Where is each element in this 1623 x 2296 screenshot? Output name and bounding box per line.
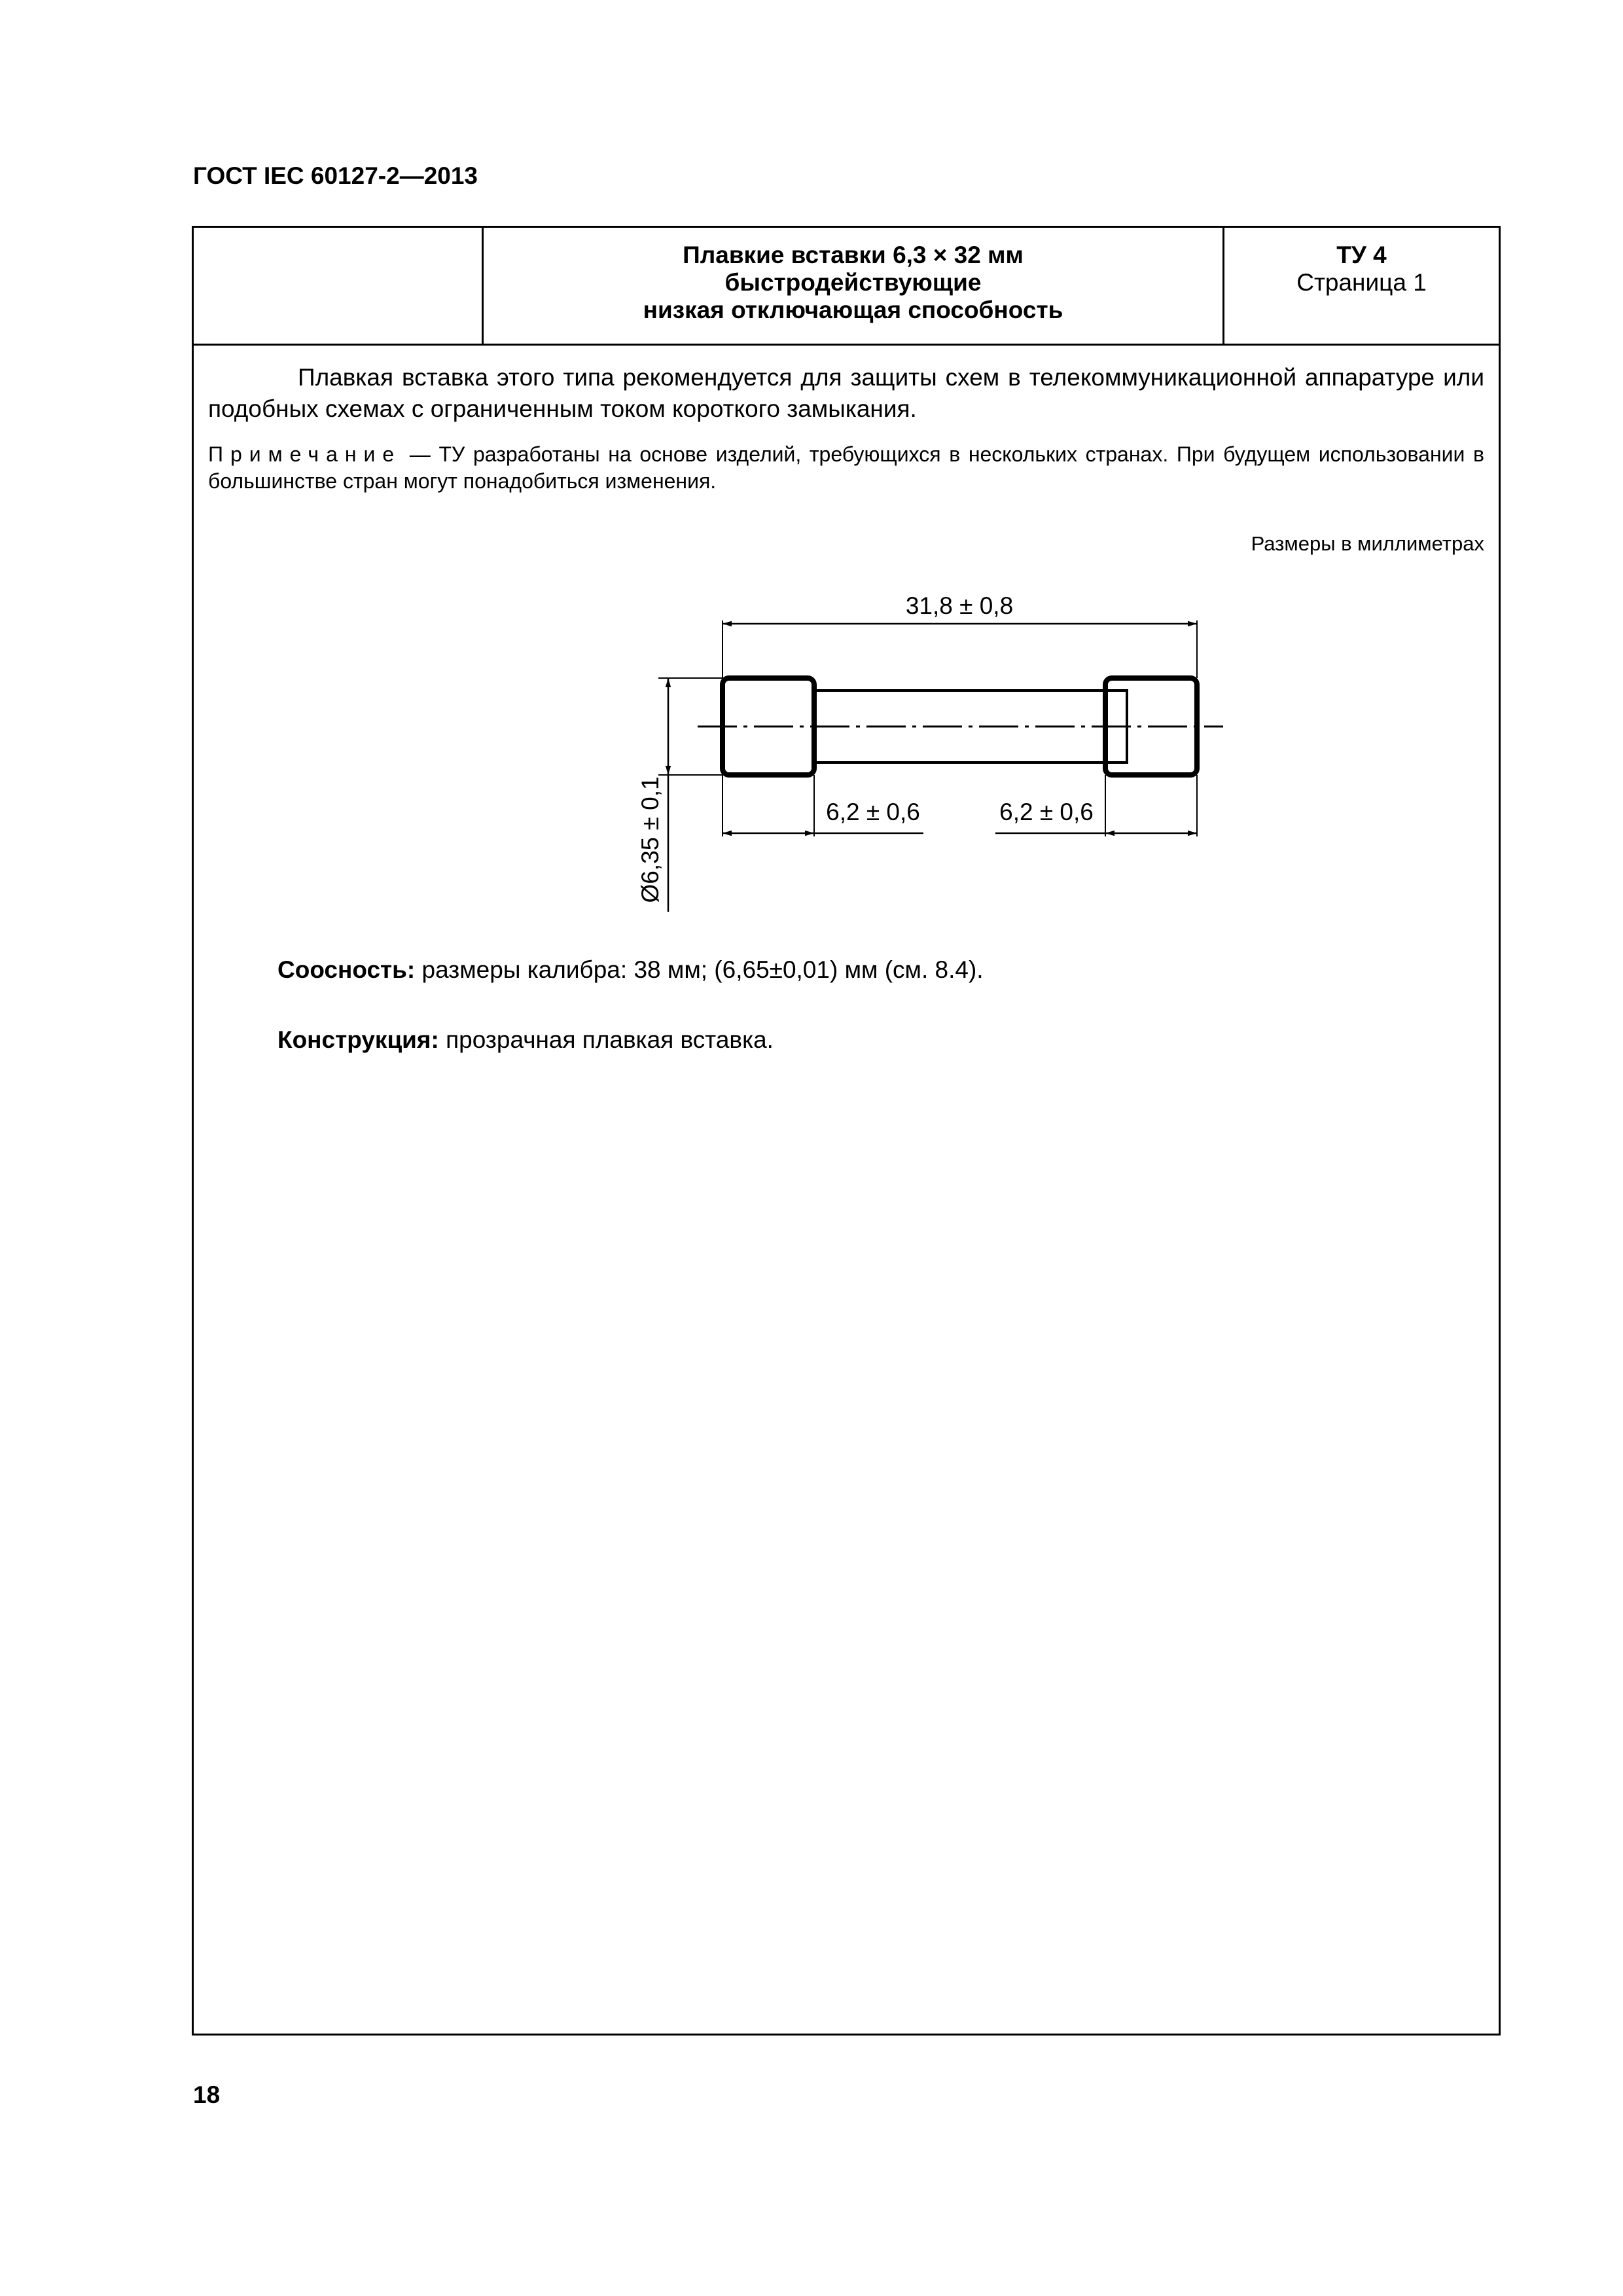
title-line-2: быстродействующие [724,269,982,296]
intro-paragraph: Плавкая вставка этого типа рекомендуется для защиты схем в телекоммуникационной аппаратуре или подобных схемах с ограниченным током короткого замыкания. [208,364,1484,422]
construction-paragraph [277,1026,774,1054]
fuse-body [698,678,1223,775]
document-code: ГОСТ IEC 60127-2—2013 [193,162,478,189]
construction-text: прозрачная плавкая вставка. [438,1026,774,1053]
left-cap-length-label: 6,2 ± 0,6 [826,798,920,825]
dimension-lines [658,620,1197,912]
fuse-drawing [194,228,1503,948]
sheet-page: Страница 1 [1296,269,1427,296]
units-caption: Размеры в миллиметрах [1251,532,1484,555]
construction-label: Конструкция: [277,1026,439,1053]
note-label: Примечание [208,442,402,466]
spec-sheet-frame [192,226,1501,2036]
diameter-label: Ø6,35 ± 0,1 [637,776,664,903]
page-number: 18 [193,2081,221,2108]
alignment-text: размеры калибра: 38 мм; (6,65±0,01) мм (см. 8.4). [415,956,984,983]
note-text: — ТУ разработаны на основе изделий, требующихся в нескольких странах. При будущем использовании в большинстве стран могут понадобиться изменения. [208,442,1484,493]
alignment-paragraph [277,956,984,984]
alignment-label: Соосность: [277,956,416,983]
right-cap-length-label: 6,2 ± 0,6 [999,798,1094,825]
overall-length-label: 31,8 ± 0,8 [905,592,1014,619]
title-line-1: Плавкие вставки 6,3 × 32 мм [683,242,1024,268]
sheet-id: ТУ 4 [1336,242,1387,268]
title-line-3: низкая отключающая способность [643,296,1063,323]
